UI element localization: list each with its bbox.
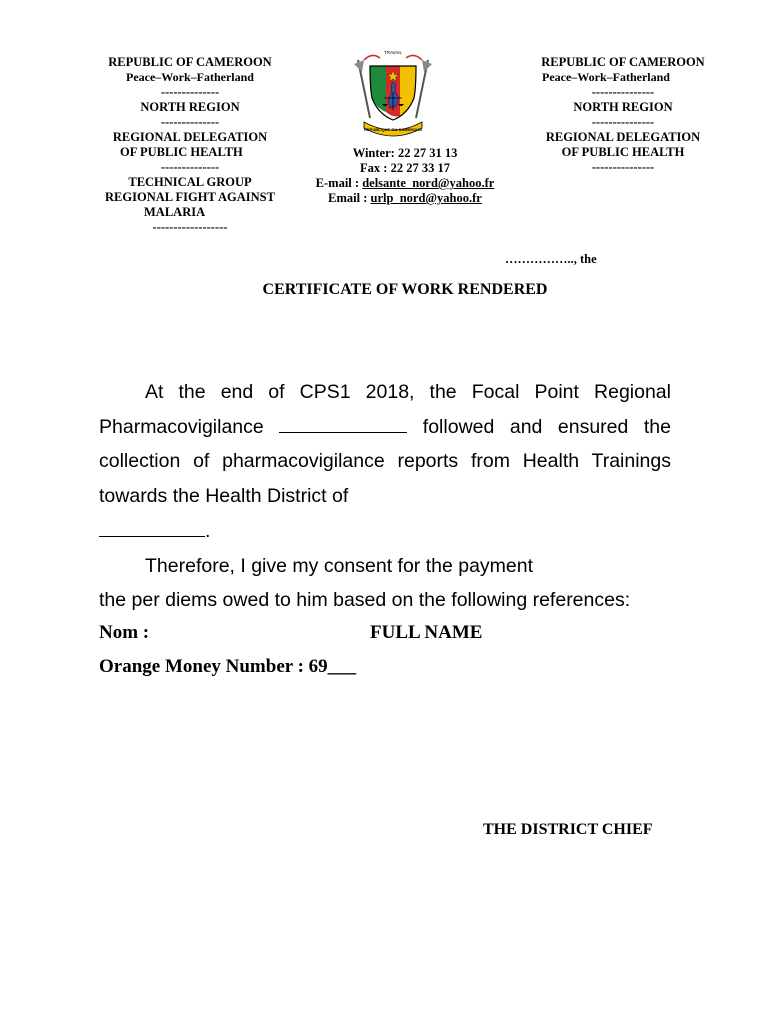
contact-email-1: [300, 176, 510, 191]
fax-value: 22 27 33 17: [390, 161, 450, 175]
email-label: Email :: [328, 191, 371, 205]
header-right-separator: ---------------: [591, 115, 655, 129]
signature-title: THE DISTRICT CHIEF: [483, 821, 653, 838]
header-left-delegation: REGIONAL DELEGATION: [112, 130, 268, 144]
email-link[interactable]: urlp_nord@yahoo.fr: [370, 191, 482, 205]
emblem-banner-text: REPUBLIQUE DU CAMEROUN: [364, 127, 422, 132]
header-left-motto: Peace–Work–Fatherland: [126, 70, 254, 84]
header-left-separator: ------------------: [152, 220, 228, 234]
header-right-country: REPUBLIC OF CAMEROON: [541, 55, 705, 69]
contact-phone: [300, 146, 510, 161]
nom-label: Nom :: [99, 622, 150, 643]
emblem-top-text: TRAVAIL: [383, 50, 403, 55]
header-left-separator: --------------: [160, 115, 220, 129]
header-left-region: NORTH REGION: [140, 100, 240, 114]
contact-fax: [300, 161, 510, 176]
body-text-segment: .: [205, 519, 211, 542]
blank-district-field: [99, 518, 205, 537]
header-left-separator: --------------: [160, 85, 220, 99]
header-right-delegation: OF PUBLIC HEALTH: [561, 145, 685, 159]
header-left-separator: --------------: [160, 160, 220, 174]
header-right: [530, 55, 716, 175]
certificate-body: [99, 375, 671, 618]
document-title: CERTIFICATE OF WORK RENDERED: [262, 281, 548, 298]
body-paragraph-2-line-1: Therefore, I give my consent for the payment: [145, 554, 534, 577]
header-right-delegation: REGIONAL DELEGATION: [545, 130, 701, 144]
fax-label: Fax :: [360, 161, 391, 175]
body-paragraph-2-line-2: the per diems owed to him based on the following references:: [99, 589, 631, 612]
date-line: …………….., the: [505, 252, 597, 266]
coat-of-arms-emblem: [350, 48, 436, 140]
header-left-group: MALARIA: [144, 205, 206, 219]
header-right-separator: ---------------: [591, 85, 655, 99]
header-left: [95, 55, 285, 235]
header-left-group: TECHNICAL GROUP: [128, 175, 252, 189]
blank-name-field: [279, 414, 407, 433]
body-text-segment: At the end of CPS1 2018, the Focal Point Regional Pharmacovigilance: [99, 381, 671, 438]
header-right-region: NORTH REGION: [573, 100, 673, 114]
email-link[interactable]: delsante_nord@yahoo.fr: [362, 176, 495, 190]
header-left-group: REGIONAL FIGHT AGAINST: [105, 190, 275, 204]
phone-label: Winter:: [352, 146, 398, 160]
header-right-separator: ---------------: [591, 160, 655, 174]
phone-value: 22 27 31 13: [397, 146, 458, 160]
email-label: E-mail :: [315, 176, 363, 190]
body-text-segment: followed and ensured the collection of pharmacovigilance reports from Health Trainings towards the Health District of: [99, 415, 671, 508]
orange-money-number: Orange Money Number : 69___: [99, 656, 357, 677]
contact-info: [300, 146, 510, 206]
header-right-motto: Peace–Work–Fatherland: [542, 70, 670, 84]
header-left-delegation: OF PUBLIC HEALTH: [120, 145, 243, 159]
body-paragraph-1: [99, 375, 671, 549]
contact-email-2: [300, 191, 510, 206]
nom-value: FULL NAME: [370, 622, 483, 643]
header-left-country: REPUBLIC OF CAMEROON: [108, 55, 272, 69]
